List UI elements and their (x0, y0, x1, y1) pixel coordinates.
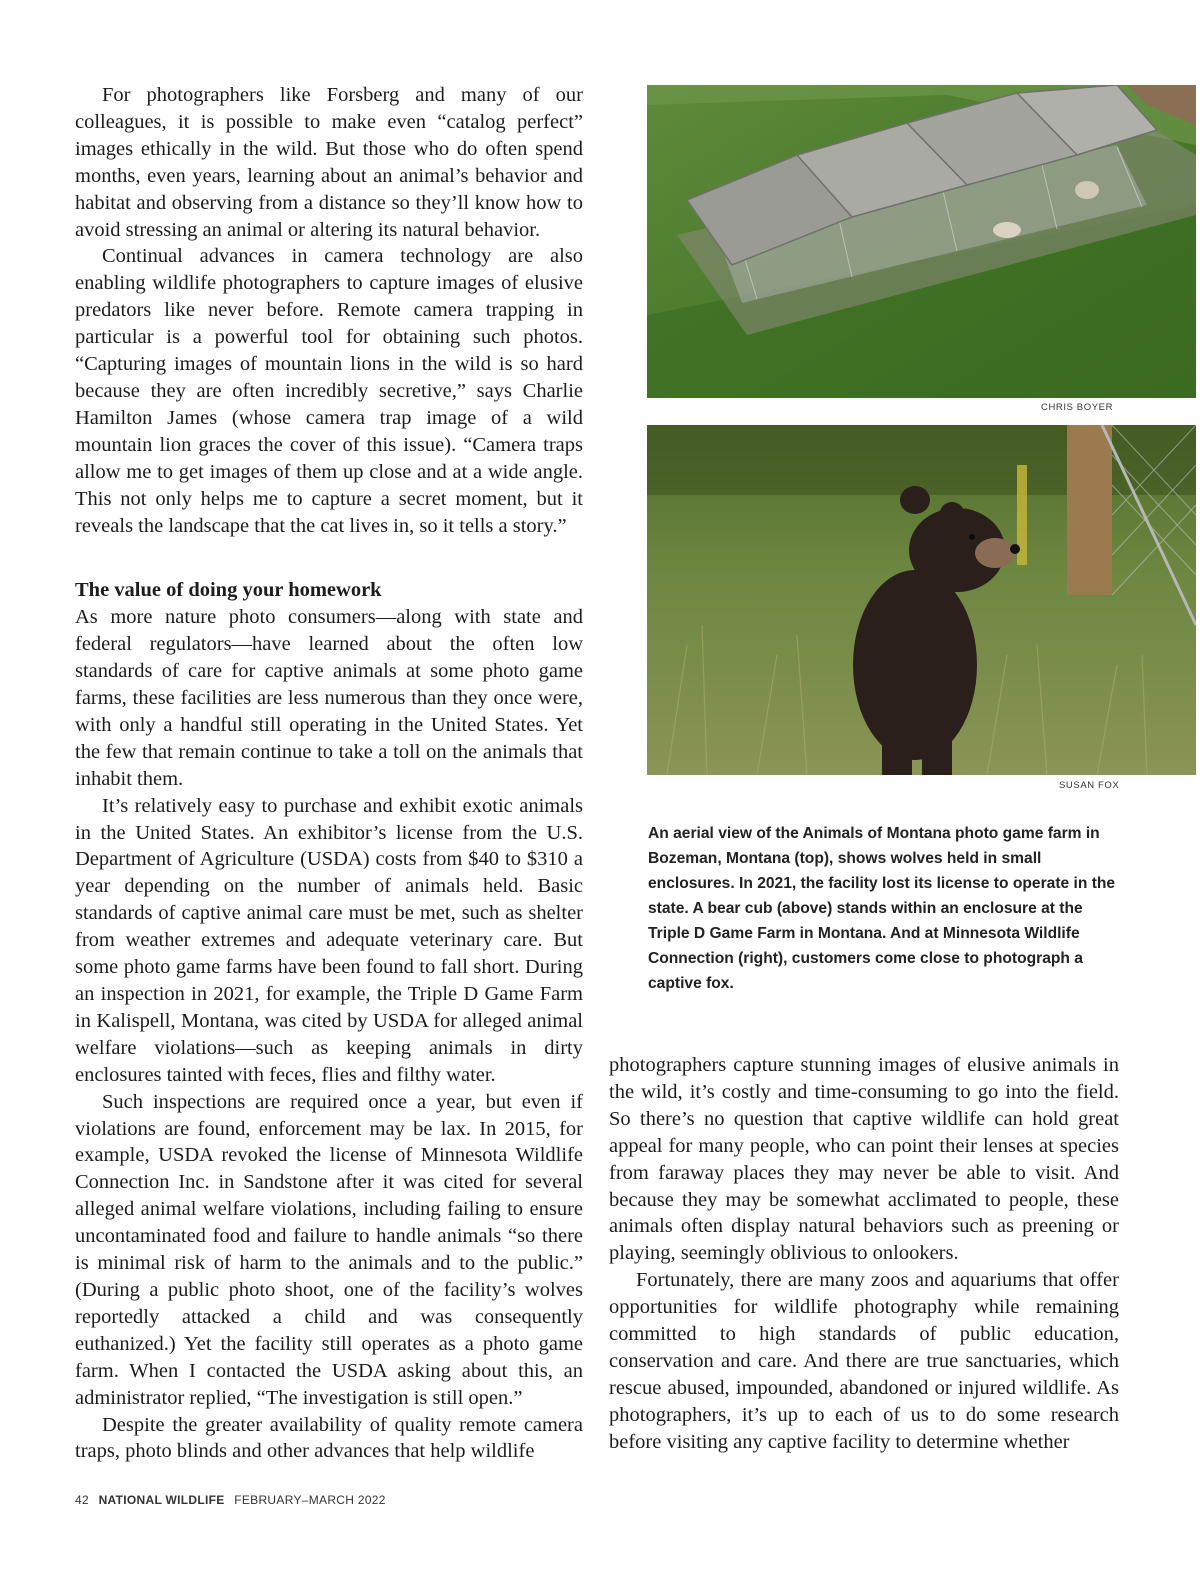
photo-credit: CHRIS BOYER (1041, 402, 1114, 413)
page-footer (75, 1493, 392, 1507)
photo-caption: An aerial view of the Animals of Montana photo game farm in Bozeman, Montana (top), shows wolves held in small enclosures. In 2021, the facility lost its license to operate in the state. A bear cub (above) stands within an enclosure at the Triple D Game Farm in Montana. And at Minnesota Wildlife Connection (right), customers come close to photograph a captive fox. (648, 825, 1116, 992)
body-paragraph: Continual advances in camera technology are also enabling wildlife photographers to capture images of elusive predators like never before. Remote camera trapping in particular is a powerful tool for obtaining such photos. “Capturing images of mountain lions in the wild is so hard because they are often incredibly secretive,” says Charlie Hamilton James (whose camera trap image of a wild mountain lion graces the cover of this issue). “Camera traps allow me to get images of them up close and at a wide angle. This not only helps me to capture a secret moment, but it reveals the landscape that the cat lives in, so it tells a story.” (75, 245, 583, 537)
body-paragraph: It’s relatively easy to purchase and exhibit exotic animals in the United States. An exhibitor’s license from the U.S. Department of Agriculture (USDA) costs from $40 to $310 a year depending on the number of animals held. Basic standards of captive animal care must be met, such as shelter from weather extremes and adequate veterinary care. But some photo game farms have been found to fall short. During an inspection in 2021, for example, the Triple D Game Farm in Kalispell, Montana, was cited by USDA for alleged animal welfare violations—such as keeping animals in dirty enclosures tainted with feces, flies and filthy water. (75, 794, 583, 1086)
body-paragraph: Such inspections are required once a year, but even if violations are found, enforcement may be lax. In 2015, for example, USDA revoked the license of Minnesota Wildlife Connection Inc. in Sandstone after it was cited for several alleged animal welfare violations, including failing to ensure uncontaminated food and failure to handle animals “so there is minimal risk of harm to the animals and to the public.” (During a public photo shoot, one of the facility’s wolves reportedly attacked a child and was consequently euthanized.) Yet the facility still operates as a photo game farm. When I contacted the USDA asking about this, an administrator replied, “The investigation is still open.” (75, 1090, 583, 1409)
body-paragraph: For photographers like Forsberg and many of our colleagues, it is possible to make even “catalog perfect” images ethically in the wild. But those who do often spend months, even years, learning about an animal’s behavior and habitat and observing from a distance so they’ll know how to avoid stressing an animal or altering its natural behavior. (75, 84, 583, 241)
issue-date: FEBRUARY–MARCH 2022 (234, 1493, 386, 1507)
body-paragraph: Fortunately, there are many zoos and aquariums that offer opportunities for wildlife photography while remaining committed to high standards of public education, conservation and care. And there are true sanctuaries, which rescue abused, impounded, abandoned or injured wildlife. As photographers, it’s up to each of us to do some research before visiting any captive facility to determine whether (609, 1269, 1119, 1453)
body-paragraph: Despite the greater availability of quality remote camera traps, photo blinds and other advances that help wildlife (75, 1413, 583, 1463)
body-paragraph: photographers capture stunning images of elusive animals in the wild, it’s costly and time-consuming to go into the field. So there’s no question that captive wildlife can hold great appeal for many people, who can point their lenses at species from faraway places they may never be able to visit. And because they may be somewhat acclimated to people, these animals often display natural behaviors such as preening or playing, seemingly oblivious to onlookers. (609, 1054, 1119, 1265)
aerial-enclosure-photo (647, 85, 1196, 398)
bear-cub-photo (647, 425, 1196, 775)
right-column (609, 1052, 1119, 1456)
photo-credit: SUSAN FOX (1059, 780, 1120, 791)
left-column (75, 82, 583, 1465)
page-number: 42 (75, 1493, 89, 1507)
section-subhead: The value of doing your homework (75, 579, 382, 602)
body-paragraph: As more nature photo consumers—along with state and federal regulators—have learned about the often low standards of care for captive animals at some photo game farms, these facilities are less numerous than they once were, with only a handful still operating in the United States. Yet the few that remain continue to take a toll on the animals that inhabit them. (75, 606, 583, 790)
magazine-name: NATIONAL WILDLIFE (98, 1493, 225, 1507)
